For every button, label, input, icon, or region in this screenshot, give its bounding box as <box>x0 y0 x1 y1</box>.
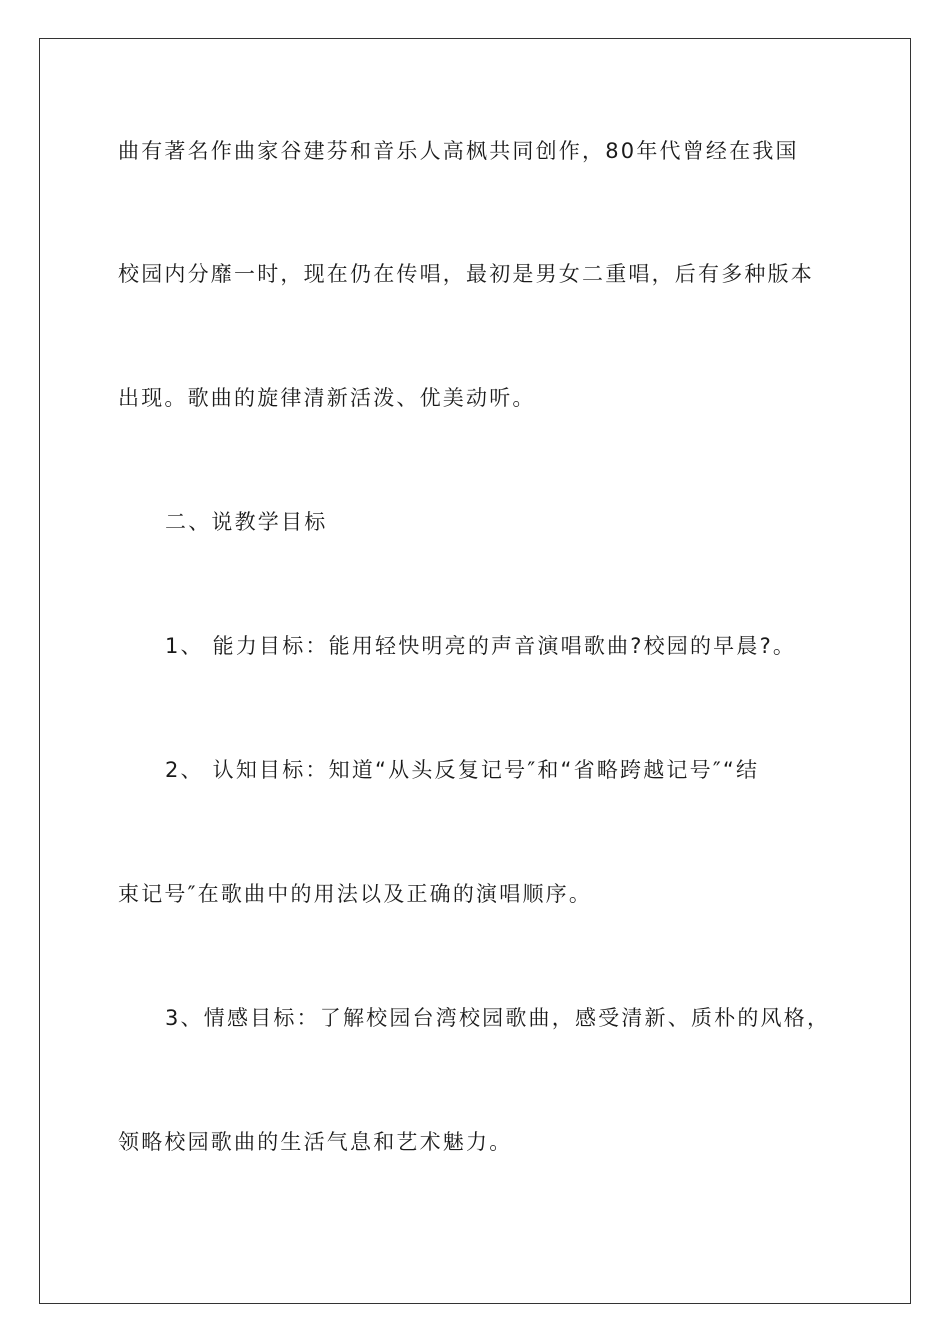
paragraph-line: 束记号″在歌曲中的用法以及正确的演唱顺序。 <box>118 882 593 906</box>
section-heading: 二、说教学目标 <box>165 510 328 534</box>
paragraph-line: 领略校园歌曲的生活气息和艺术魅力。 <box>118 1130 513 1154</box>
paragraph-line: 出现。歌曲的旋律清新活泼、优美动听。 <box>118 386 536 410</box>
paragraph-line: 校园内分靡一时，现在仍在传唱，最初是男女二重唱，后有多种版本 <box>118 262 814 286</box>
page-border <box>39 38 911 1304</box>
list-item-emotional-goal: 3、情感目标：了解校园台湾校园歌曲，感受清新、质朴的风格， <box>165 1006 831 1030</box>
list-item-cognitive-goal: 2、 认知目标：知道“从头反复记号″和“省略跨越记号″“结 <box>165 758 760 782</box>
list-item-ability-goal: 1、 能力目标：能用轻快明亮的声音演唱歌曲?校园的早晨?。 <box>165 634 797 658</box>
paragraph-line: 曲有著名作曲家谷建芬和音乐人高枫共同创作，80年代曾经在我国 <box>118 139 799 163</box>
